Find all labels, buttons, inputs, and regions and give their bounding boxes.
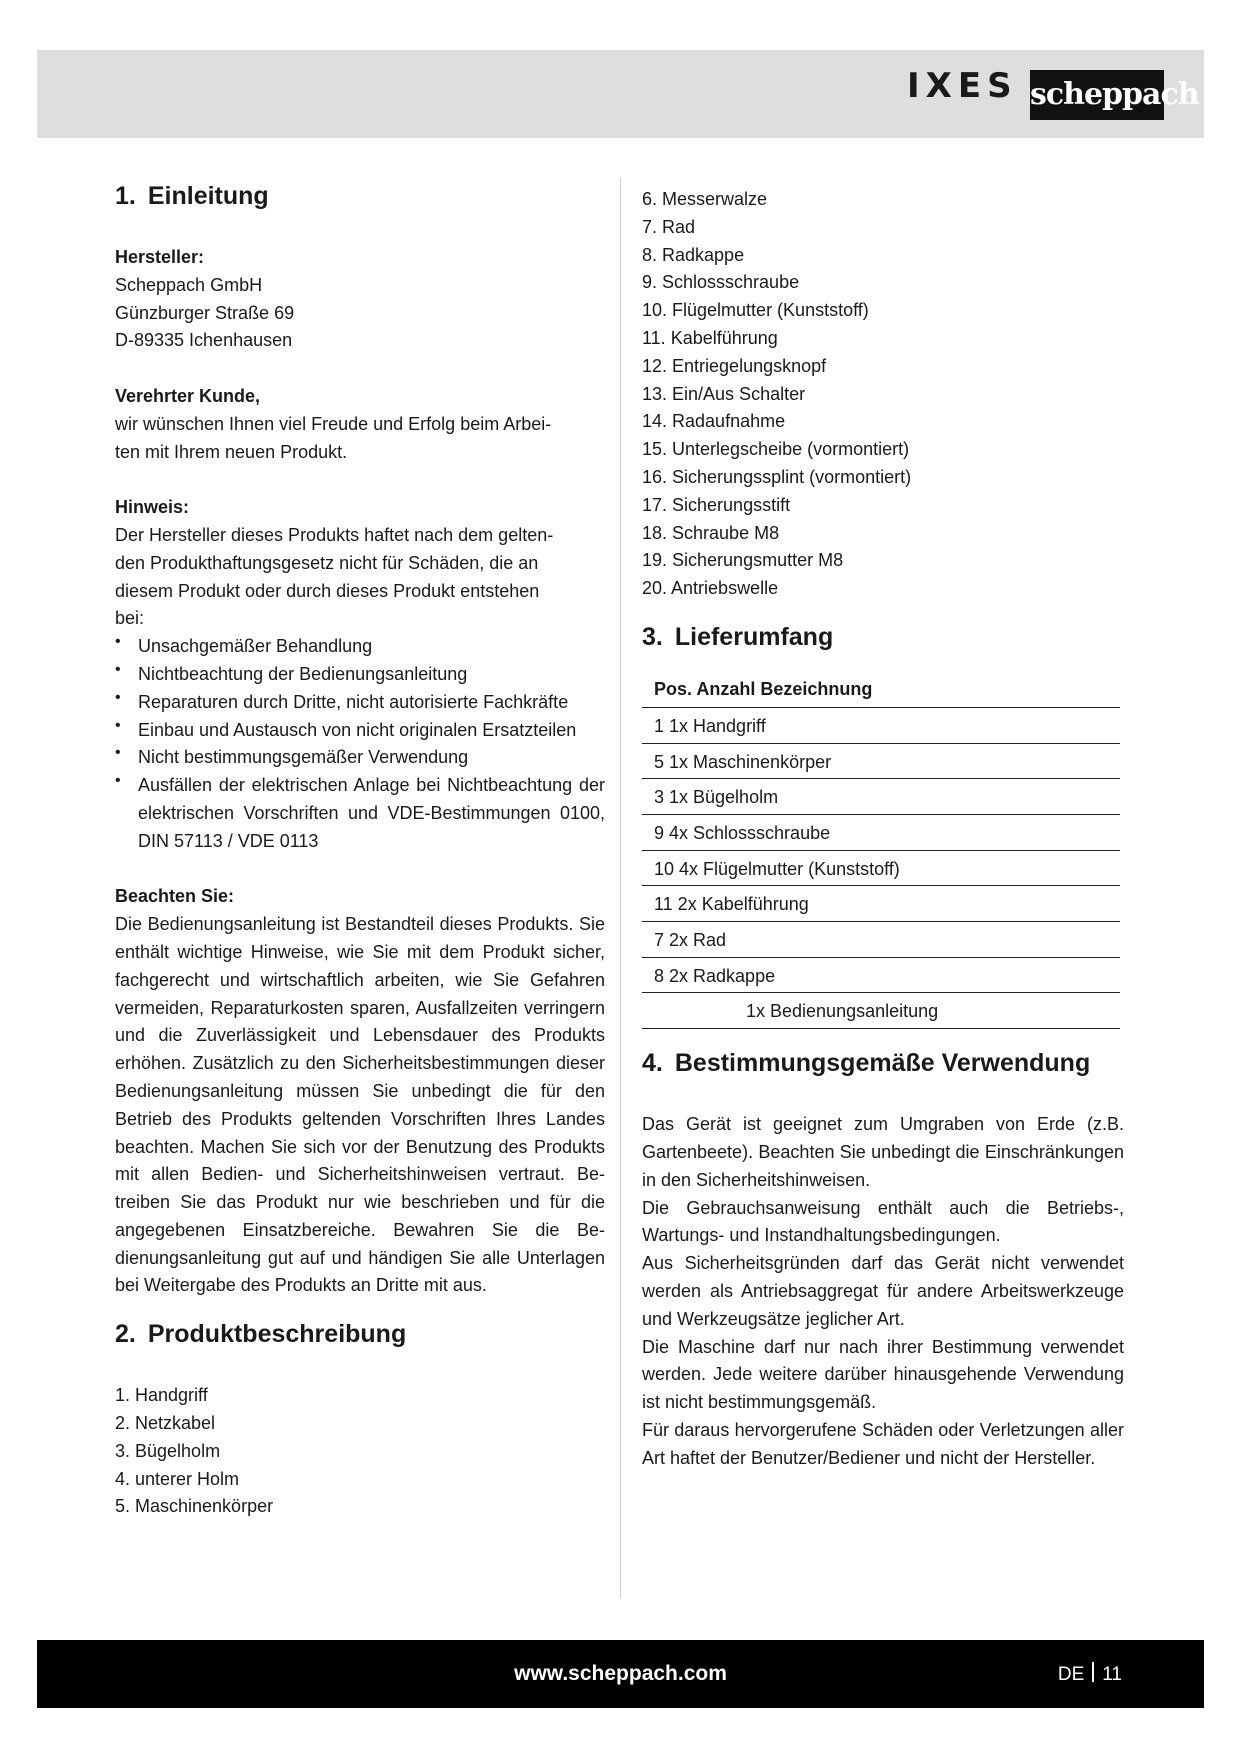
page-number-value: 11 bbox=[1102, 1664, 1122, 1685]
list-item: 20. Antriebswelle bbox=[642, 578, 779, 599]
column-divider bbox=[620, 178, 621, 1598]
scheppach-logo: scheppach bbox=[1030, 70, 1164, 120]
list-item: • Einbau und Austausch von nicht originalen Ersatzteilen bbox=[115, 717, 605, 745]
list-item: 10. Flügelmutter (Kunststoff) bbox=[642, 300, 869, 321]
table-row: 11 2x Kabelführung bbox=[642, 886, 1120, 922]
table-row: 10 4x Flügelmutter (Kunststoff) bbox=[642, 851, 1120, 887]
list-item: 9. Schlossschraube bbox=[642, 272, 800, 293]
header-bar bbox=[37, 50, 1204, 138]
list-item: • Ausfällen der elektrischen Anlage bei Nichtbeachtung der elektrischen Vorschriften und VDE-Bestimmungen 0100, DIN 57113 / VDE 0113 bbox=[115, 772, 605, 855]
right-column bbox=[642, 186, 1124, 1473]
greeting-line: wir wünschen Ihnen viel Freude und Erfolg beim Arbei- bbox=[115, 413, 552, 434]
note-line: den Produkthaftungsgesetz nicht für Schäden, die an bbox=[115, 552, 539, 573]
note-line: Der Hersteller dieses Produkts haftet nach dem gelten- bbox=[115, 524, 554, 545]
usage-paragraph: Die Gebrauchsanweisung enthält auch die Betriebs-, Wartungs- und Instandhaltungsbedingungen. bbox=[642, 1197, 1124, 1246]
list-item: 13. Ein/Aus Schalter bbox=[642, 383, 806, 404]
list-item: 8. Radkappe bbox=[642, 244, 745, 265]
list-item: 17. Sicherungsstift bbox=[642, 494, 791, 515]
list-item: • Unsachgemäßer Behandlung bbox=[115, 633, 605, 661]
list-item: • Nichtbeachtung der Bedienungsanleitung bbox=[115, 661, 605, 689]
note-line: diesem Produkt oder durch dieses Produkt entstehen bbox=[115, 580, 540, 601]
usage-paragraph: Die Maschine darf nur nach ihrer Bestimmung verwendet werden. Jede weitere darüber hinausgehende Verwendung ist nicht bestimmungsgemäß. bbox=[642, 1336, 1124, 1413]
manufacturer-line: Scheppach GmbH bbox=[115, 274, 263, 295]
table-row: 1 1x Handgriff bbox=[642, 708, 1120, 744]
usage-paragraph: Das Gerät ist geeignet zum Umgraben von Erde (z.B. Gartenbeete). Beachten Sie unbedingt die Einschränkungen in den Sicherheitshinweisen. bbox=[642, 1114, 1124, 1190]
note-label: Hinweis: bbox=[115, 497, 190, 518]
manufacturer-label: Hersteller: bbox=[115, 247, 205, 267]
separator bbox=[1092, 1662, 1094, 1682]
list-item: 18. Schraube M8 bbox=[642, 522, 780, 543]
section-1-heading: 1. Einleitung bbox=[115, 182, 269, 210]
list-item: 2. Netzkabel bbox=[115, 1413, 216, 1434]
section-4-heading: 4. Bestimmungsgemäße Verwendung bbox=[642, 1049, 1091, 1078]
usage-paragraph: Aus Sicherheitsgründen darf das Gerät nicht verwendet werden als Antriebsaggregat für andere Arbeitswerkzeuge und Werkzeugsätze jeglicher Art. bbox=[642, 1253, 1124, 1329]
list-item: 3. Bügelholm bbox=[115, 1440, 221, 1461]
list-item: 6. Messerwalze bbox=[642, 189, 768, 209]
list-item: 5. Maschinenkörper bbox=[115, 1496, 274, 1517]
table-header: Pos. Anzahl Bezeichnung bbox=[642, 671, 1120, 708]
delivery-table bbox=[642, 671, 1120, 1029]
section-3-heading: 3. Lieferumfang bbox=[642, 622, 834, 651]
language-code: DE bbox=[1057, 1664, 1085, 1685]
greeting-line: ten mit Ihrem neuen Produkt. bbox=[115, 441, 348, 462]
attention-paragraph: Die Bedienungsanleitung ist Bestandteil dieses Produkts. Sie enthält wichtige Hinweise, wie Sie mit dem Produkt sicher, fachgerecht und wirtschaftlich arbeiten, wie Sie Gefahren vermeiden, Reparaturkosten sparen, Ausfallzeiten verringern und die Zuverlässigkeit und Lebensdauer des Produkts erhöhen. Zusätzlich zu den Sicherheitsbestimmungen dieser Bedienungsanleitung müssen Sie unbedingt die für den Betrieb des Produkts geltenden Vorschriften Ihres Landes beachten. Machen Sie sich vor der Benutzung des Produkts mit allen Bedien- und Sicherheitshinweisen vertraut. Betreiben Sie das Produkt nur wie beschrieben und für die angegebenen Einsatzbereiche. Bewahren Sie die Bedienungsanleitung gut auf und händigen Sie alle Unterlagen bei Weitergabe des Produkts an Dritte mit aus. bbox=[115, 914, 605, 1296]
list-item: • Reparaturen durch Dritte, nicht autorisierte Fachkräfte bbox=[115, 689, 605, 717]
list-item: 16. Sicherungssplint (vormontiert) bbox=[642, 466, 912, 487]
attention-label: Beachten Sie: bbox=[115, 886, 235, 907]
list-item: 4. unterer Holm bbox=[115, 1468, 240, 1489]
page-number bbox=[1058, 1640, 1122, 1708]
list-item: 19. Sicherungsmutter M8 bbox=[642, 550, 844, 571]
footer-bar bbox=[37, 1640, 1204, 1708]
greeting-label: Verehrter Kunde, bbox=[115, 385, 261, 406]
manufacturer-line: D-89335 Ichenhausen bbox=[115, 330, 293, 351]
list-item: 12. Entriegelungsknopf bbox=[642, 355, 827, 376]
manufacturer-line: Günzburger Straße 69 bbox=[115, 302, 295, 323]
section-2-heading: 2. Produktbeschreibung bbox=[115, 1320, 407, 1349]
usage-paragraph: Für daraus hervorgerufene Schäden oder Verletzungen aller Art haftet der Benutzer/Bediener und nicht der Hersteller. bbox=[642, 1419, 1124, 1468]
left-column bbox=[115, 176, 605, 1521]
list-item: 14. Radaufnahme bbox=[642, 411, 786, 432]
note-line: bei: bbox=[115, 608, 145, 629]
list-item: • Nicht bestimmungsgemäßer Verwendung bbox=[115, 744, 605, 772]
table-row: 9 4x Schlossschraube bbox=[642, 815, 1120, 851]
table-row: 7 2x Rad bbox=[642, 922, 1120, 958]
list-item: 11. Kabelführung bbox=[642, 327, 778, 348]
list-item: 1. Handgriff bbox=[115, 1385, 208, 1406]
list-item: 15. Unterlegscheibe (vormontiert) bbox=[642, 439, 910, 460]
ixes-logo: IXES bbox=[907, 66, 1018, 106]
table-row: 5 1x Maschinenkörper bbox=[642, 744, 1120, 780]
footer-website-link[interactable]: www.scheppach.com bbox=[514, 1662, 727, 1685]
table-row: 1x Bedienungsanleitung bbox=[642, 993, 1120, 1029]
table-row: 8 2x Radkappe bbox=[642, 958, 1120, 994]
list-item: 7. Rad bbox=[642, 216, 696, 237]
table-row: 3 1x Bügelholm bbox=[642, 779, 1120, 815]
